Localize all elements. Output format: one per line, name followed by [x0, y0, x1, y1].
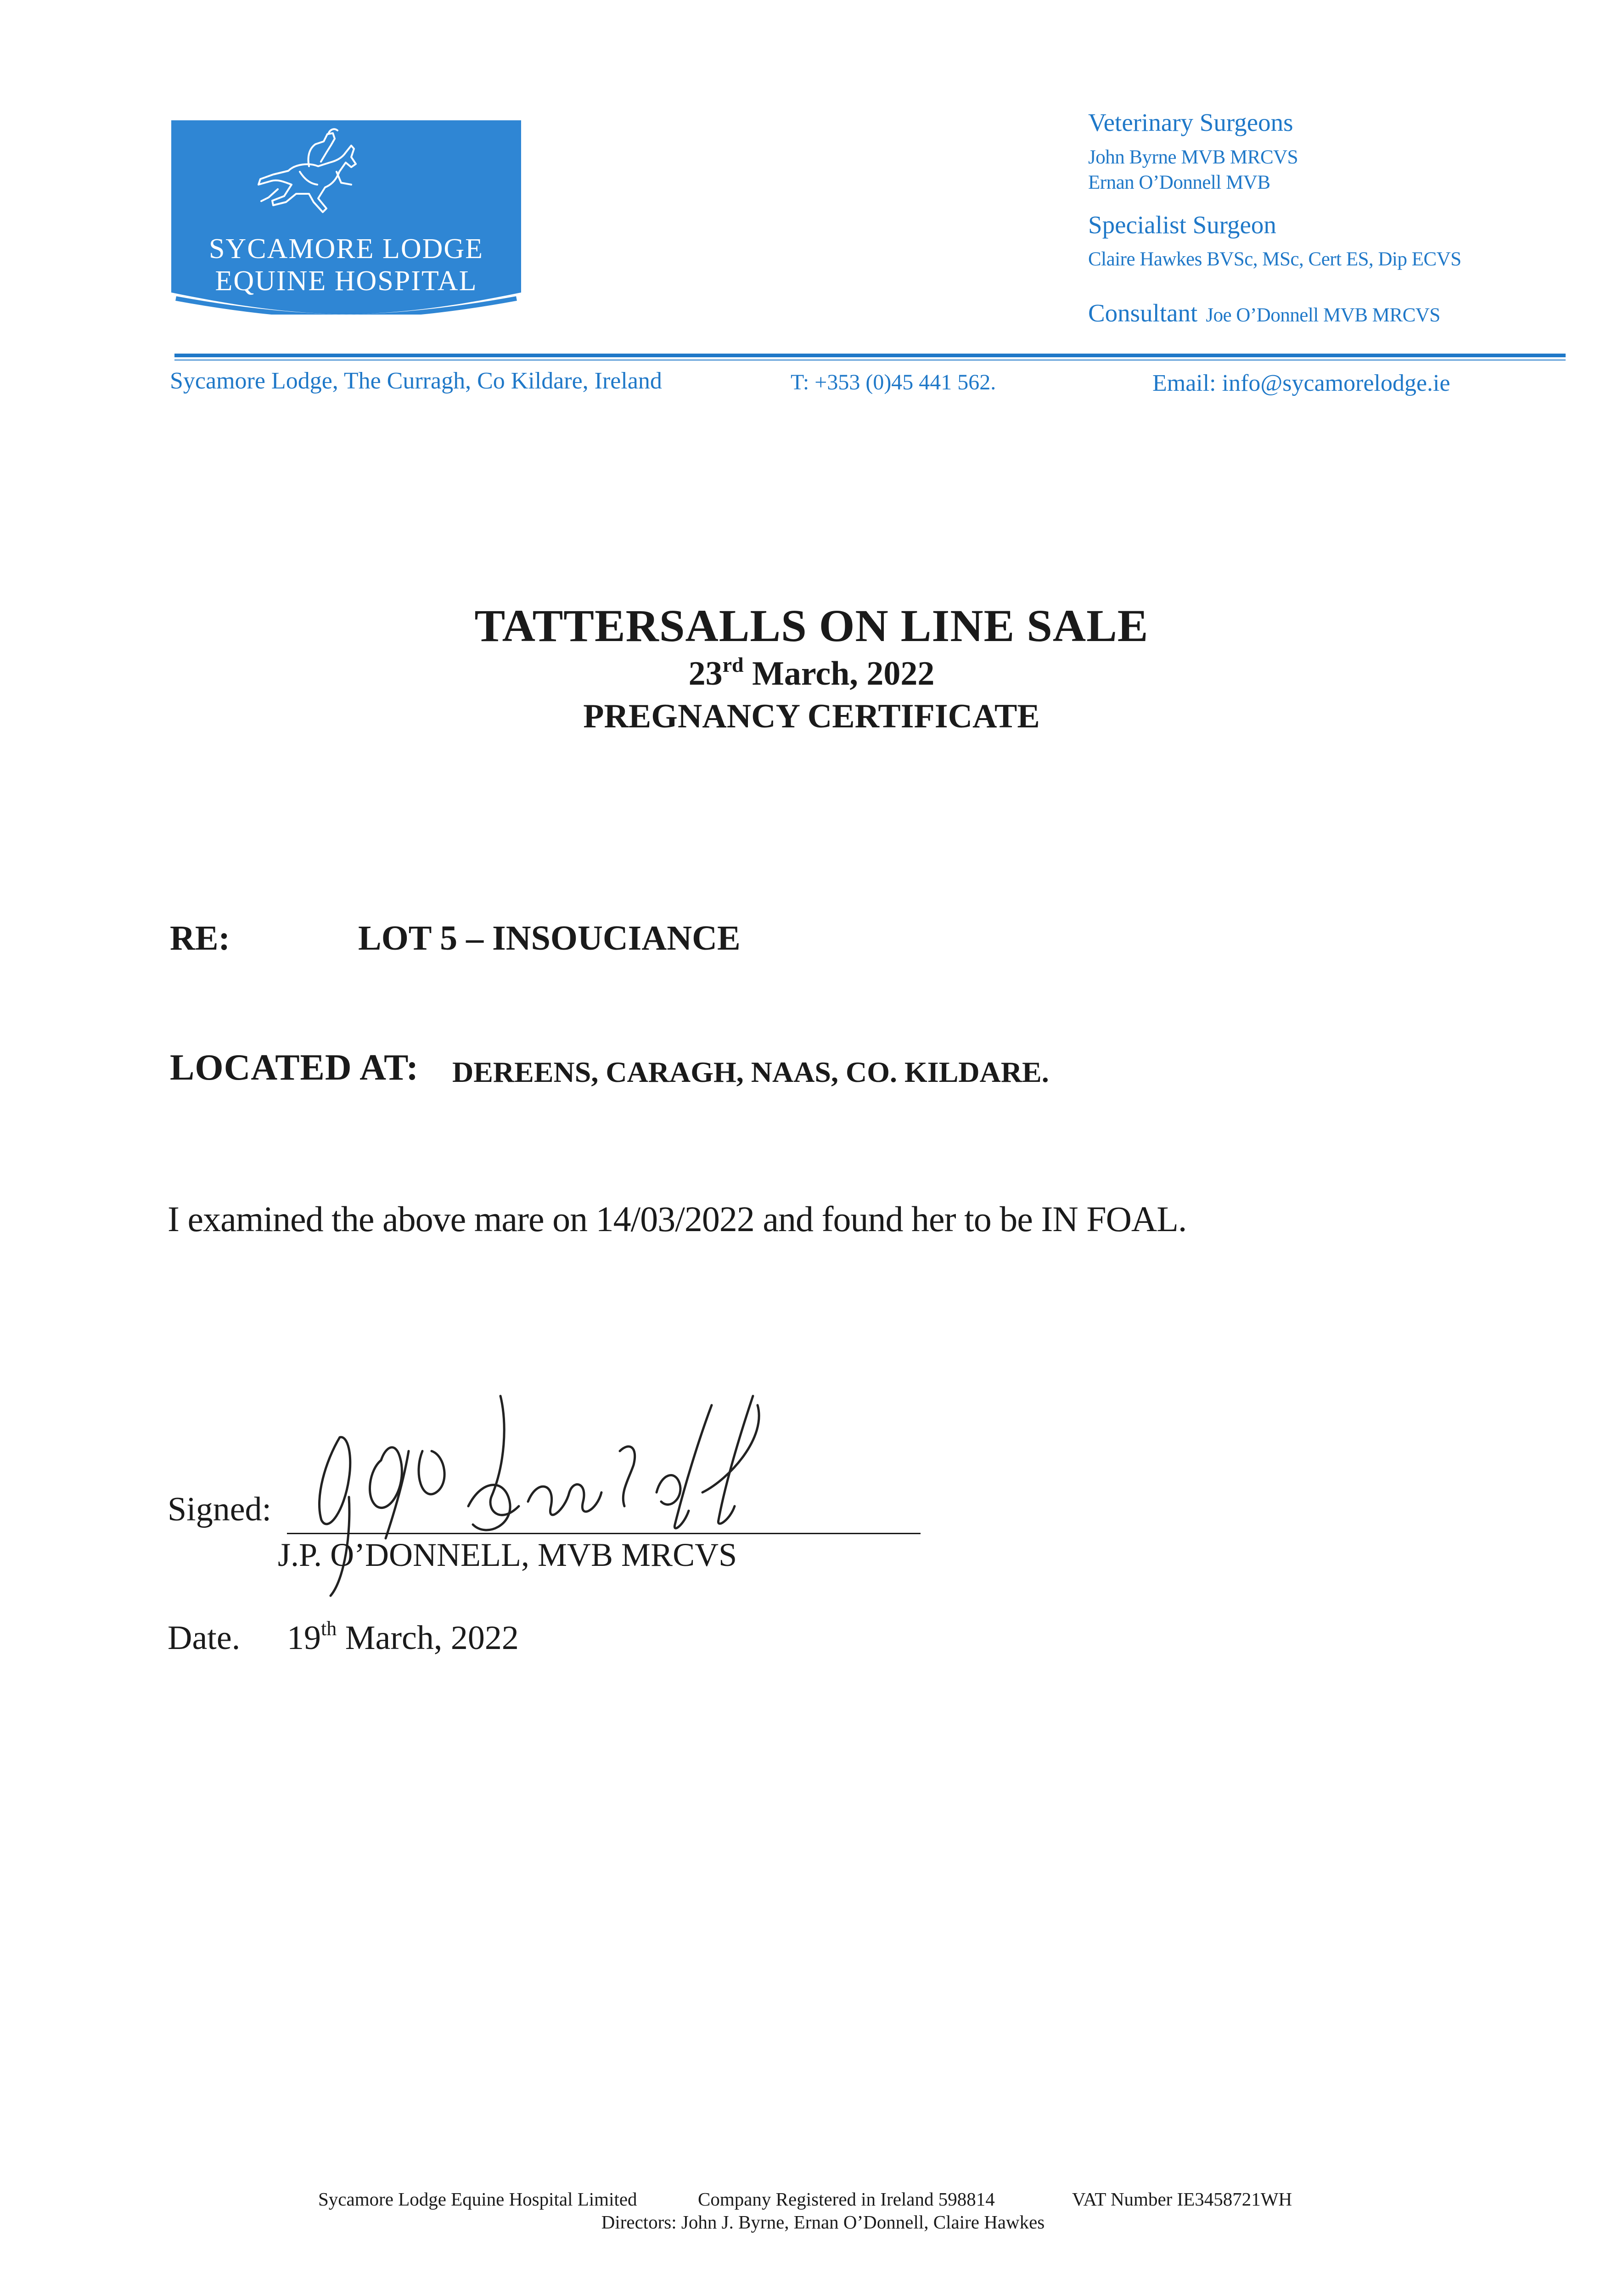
consultant-row [1088, 298, 1440, 327]
vet-john-byrne: John Byrne MVB MRCVS [1088, 146, 1298, 168]
vets-heading: Veterinary Surgeons [1088, 108, 1293, 136]
header-divider [174, 354, 1566, 357]
logo-line1: SYCAMORE LODGE [208, 233, 484, 264]
located-label: LOCATED AT: [170, 1047, 419, 1088]
consultant-heading: Consultant [1088, 299, 1198, 327]
re-label: RE: [170, 919, 230, 957]
exam-statement: I examined the above mare on 14/03/2022 and found her to be IN FOAL. [168, 1199, 1187, 1239]
lot-name: LOT 5 – INSOUCIANCE [358, 919, 741, 957]
footer-registration: Company Registered in Ireland 598814 [698, 2189, 995, 2210]
signed-date: 19th March, 2022 [287, 1617, 519, 1657]
hospital-address: Sycamore Lodge, The Curragh, Co Kildare, Ireland [170, 368, 662, 394]
hospital-logo [171, 120, 521, 315]
footer-directors: Directors: John J. Byrne, Ernan O’Donnell, Claire Hawkes [601, 2212, 1045, 2233]
hospital-email[interactable]: Email: info@sycamorelodge.ie [1152, 370, 1450, 396]
specialist-name: Claire Hawkes BVSc, MSc, Cert ES, Dip ECVS [1088, 248, 1461, 270]
located-value: DEREENS, CARAGH, NAAS, CO. KILDARE. [452, 1056, 1049, 1088]
logo-line2: EQUINE HOSPITAL [215, 265, 477, 297]
sale-date: 23rd March, 2022 [688, 653, 935, 692]
consultant-name: Joe O’Donnell MVB MRCVS [1206, 304, 1440, 326]
footer-company: Sycamore Lodge Equine Hospital Limited [318, 2189, 637, 2210]
hospital-phone: T: +353 (0)45 441 562. [791, 370, 996, 394]
vet-ernan-odonnell: Ernan O’Donnell MVB [1088, 172, 1270, 193]
certificate-subtitle: PREGNANCY CERTIFICATE [583, 698, 1040, 735]
signed-label: Signed: [168, 1491, 272, 1528]
footer-vat: VAT Number IE3458721WH [1072, 2189, 1292, 2210]
specialist-heading: Specialist Surgeon [1088, 211, 1276, 239]
date-label: Date. [168, 1619, 241, 1657]
signatory-name: J.P. O’DONNELL, MVB MRCVS [278, 1536, 737, 1573]
certificate-title: TATTERSALLS ON LINE SALE [474, 600, 1149, 651]
signature-line [287, 1533, 921, 1534]
